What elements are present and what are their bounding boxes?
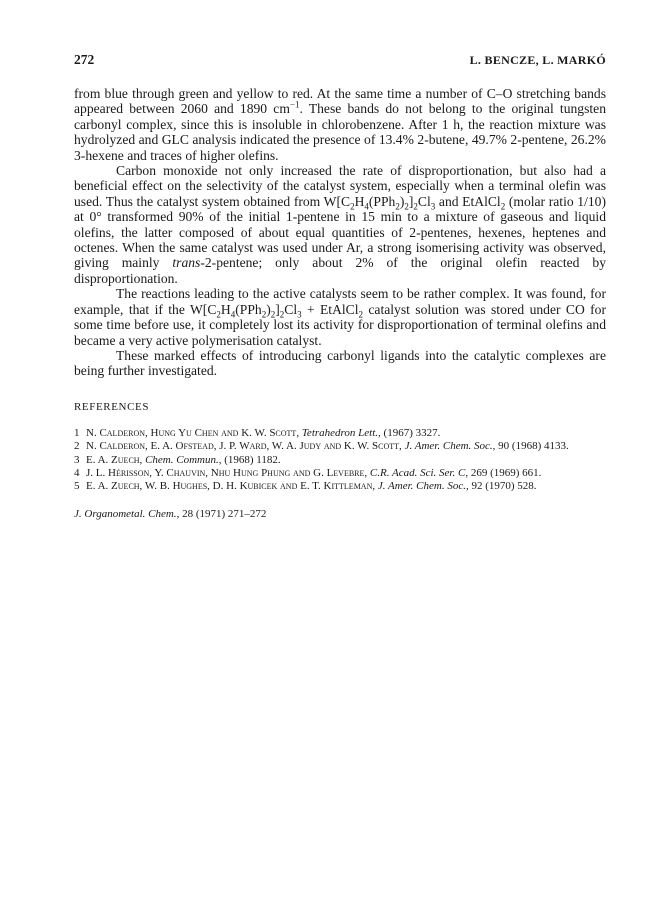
journal-footer: J. Organometal. Chem., 28 (1971) 271–272 bbox=[74, 507, 267, 520]
page bbox=[74, 52, 606, 520]
page-number: 272 bbox=[74, 52, 95, 67]
reference-item: 5 E. A. Zuech, W. B. Hughes, D. H. Kubicek and E. T. Kittleman, J. Amer. Chem. Soc., 92 (1970) 528. bbox=[74, 480, 537, 493]
references-list bbox=[74, 427, 606, 494]
reference-item: 4 J. L. Hérisson, Y. Chauvin, Nhu Hung Phung and G. Levebre, C.R. Acad. Sci. Ser. C, 269 (1969) 661. bbox=[74, 466, 542, 479]
reference-item: 2 N. Calderon, E. A. Ofstead, J. P. Ward, W. A. Judy and K. W. Scott, J. Amer. Chem. Soc., 90 (1968) 4133. bbox=[74, 440, 569, 453]
article-body bbox=[74, 86, 606, 379]
reference-item: 1 N. Calderon, Hung Yu Chen and K. W. Scott, Tetrahedron Lett., (1967) 3327. bbox=[74, 426, 441, 439]
paragraph-2: Carbon monoxide not only increased the rate of disproportionation, but also had a beneficial effect on the selectivity of the catalyst system, especially when a terminal olefin was used. Thus the catalyst system obtained from $W[C_2H_4(PPh_2)_2]_2Cl_3$ and EtAlCl$_2$ (molar ratio 1/10) at 0° transformed 90% of the initial 1-pentene in 15 min to a mixture of gaseous and liquid olefins, the latter composed of about equal quantities of 2-pentenes, hexenes, heptenes and octenes. When the same catalyst was used under Ar, a strong isomerising activity was observed, giving mainly trans-2-pentene; only about 2% of the original olefin reacted by disproportionation. bbox=[74, 163, 606, 286]
paragraph-4: These marked effects of introducing carbonyl ligands into the catalytic complexes are being further investigated. bbox=[74, 347, 606, 379]
running-header bbox=[74, 52, 606, 72]
paragraph-1: from blue through green and yellow to red. At the same time a number of C–O stretching bands appeared between 2060 and 1890 $cm^{-1}$. These bands do not belong to the original tungsten carbonyl complex, since this is insoluble in chlorobenzene. After 1 h, the reaction mixture was hydrolyzed and GLC analysis indicated the presence of 13.4% 2-butene, 49.7% 2-pentene, 26.2% 3-hexene and traces of higher olefins. bbox=[74, 86, 606, 163]
paragraph-3: The reactions leading to the active catalysts seem to be rather complex. It was found, for example, that if the $W[C_2H_4(PPh_2)_2]_2Cl_3$ + EtAlCl$_2$ catalyst solution was stored under CO for some time before use, it completely lost its activity for disproportionation of terminal olefins and became a very active polymerisation catalyst. bbox=[74, 286, 606, 348]
references-heading: REFERENCES bbox=[74, 400, 150, 413]
running-authors: L. BENCZE, L. MARKÓ bbox=[469, 53, 606, 67]
reference-item: 3 E. A. Zuech, Chem. Commun., (1968) 1182. bbox=[74, 453, 281, 466]
